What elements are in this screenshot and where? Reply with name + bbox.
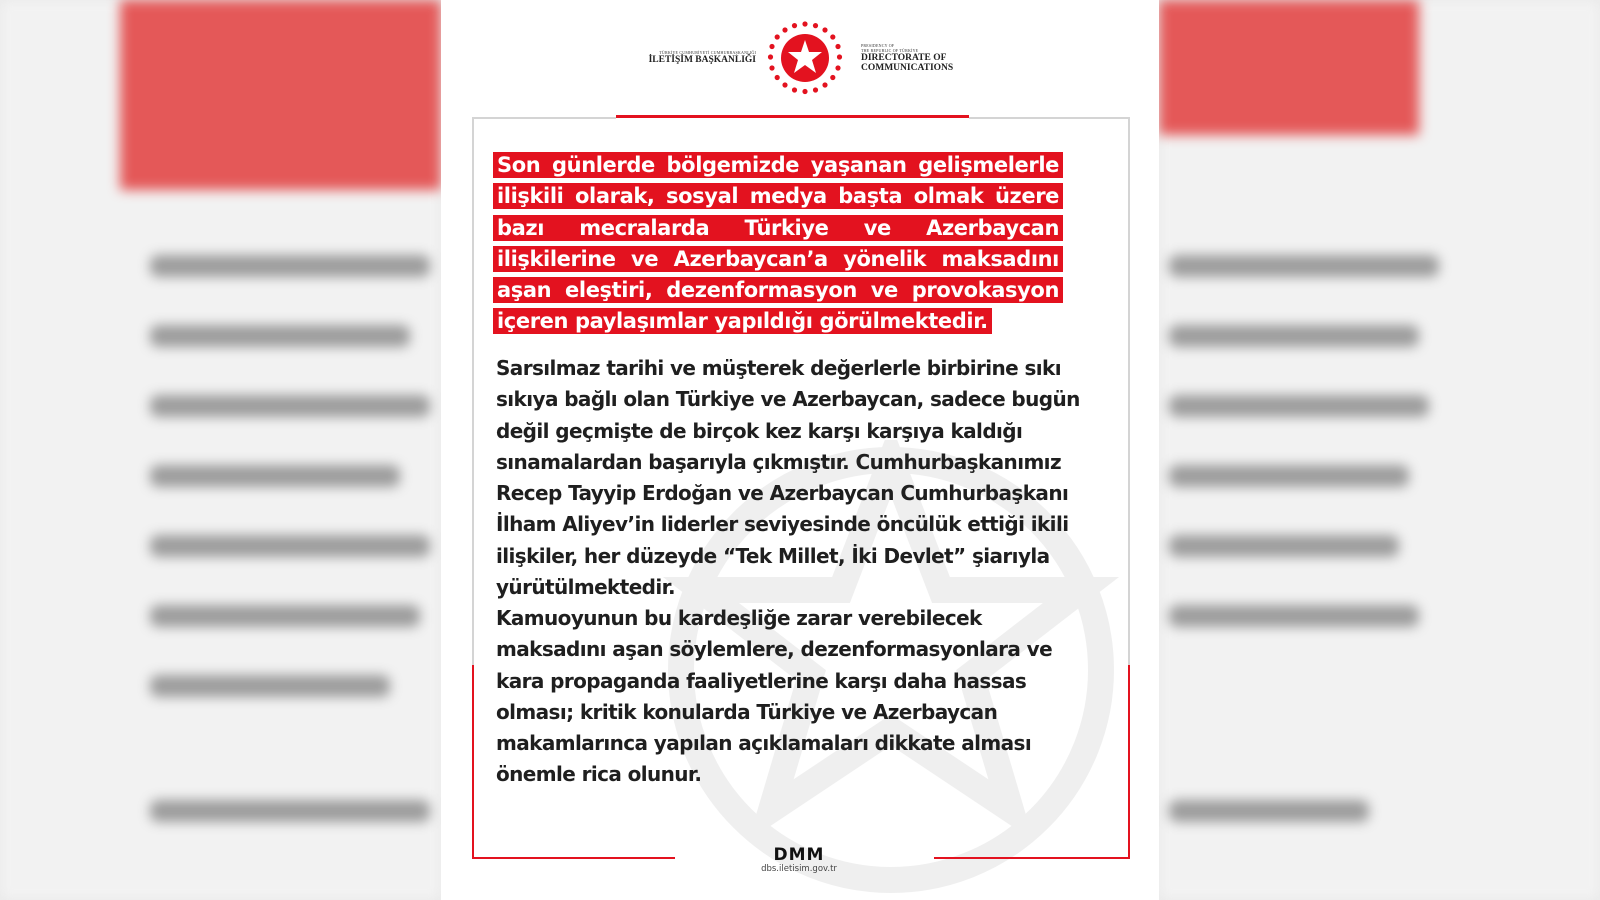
- header-left-title: İLETİŞİM BAŞKANLIĞI: [648, 55, 756, 65]
- blurred-background-right: [1159, 0, 1600, 900]
- header-right-title-2: COMMUNICATIONS: [861, 63, 954, 73]
- header-right-text: [861, 44, 981, 73]
- highlighted-paragraph: [493, 150, 1063, 338]
- header-right-small-1: PRESIDENCY OF: [861, 43, 895, 48]
- header: [441, 18, 1159, 98]
- body-paragraph-2: Sarsılmaz tarihi ve müşterek değerlerle birbirine sıkı sıkıya bağlı olan Türkiye ve Azerbaycan, sadece bugün değil geçmişte de birçok kez karşı karşıya kaldığı sınamalardan başarıyla çıkmıştır. Cumhurbaşkanımız Recep Tayyip Erdoğan ve Azerbaycan Cumhurbaşkanı İlham Aliyev’in liderler seviyesinde öncülük ettiği ikili ilişkiler, her düzeyde “Tek Millet, İki Devlet” şiarıyla yürütülmektedir.: [496, 356, 1080, 600]
- body-paragraph-3: Kamuoyunun bu kardeşliğe zarar verebilecek maksadını aşan söylemlere, dezenformasyonlara ve kara propaganda faaliyetlerine karşı daha hassas olması; kritik konularda Türkiye ve Azerbaycan makamlarınca yapılan açıklamaları dikkate alması önemle rica olunur.: [496, 606, 1053, 787]
- announcement-card: [441, 0, 1159, 900]
- header-right-title-1: DIRECTORATE OF: [861, 53, 947, 63]
- footer: [759, 846, 839, 875]
- blurred-background-left: [0, 0, 441, 900]
- highlighted-paragraph-text: Son günlerde bölgemizde yaşanan gelişmelerle ilişkili olarak, sosyal medya başta olmak üzere bazı mecralarda Türkiye ve Azerbaycan ilişkilerine ve Azerbaycan’a yönelik maksadını aşan eleştiri, dezenformasyon ve provokasyon içeren paylaşımlar yapıldığı görülmektedir.: [493, 152, 1063, 334]
- header-right-small-2: THE REPUBLIC OF TÜRKİYE: [861, 47, 919, 53]
- presidential-emblem-icon: [767, 20, 843, 96]
- footer-url: dbs.iletisim.gov.tr: [761, 864, 837, 874]
- dmm-logo: DMM: [773, 845, 825, 865]
- header-left-small: TÜRKİYE CUMHURİYETİ CUMHURBAŞKANLIĞI: [659, 50, 756, 55]
- header-left-text: [644, 50, 756, 66]
